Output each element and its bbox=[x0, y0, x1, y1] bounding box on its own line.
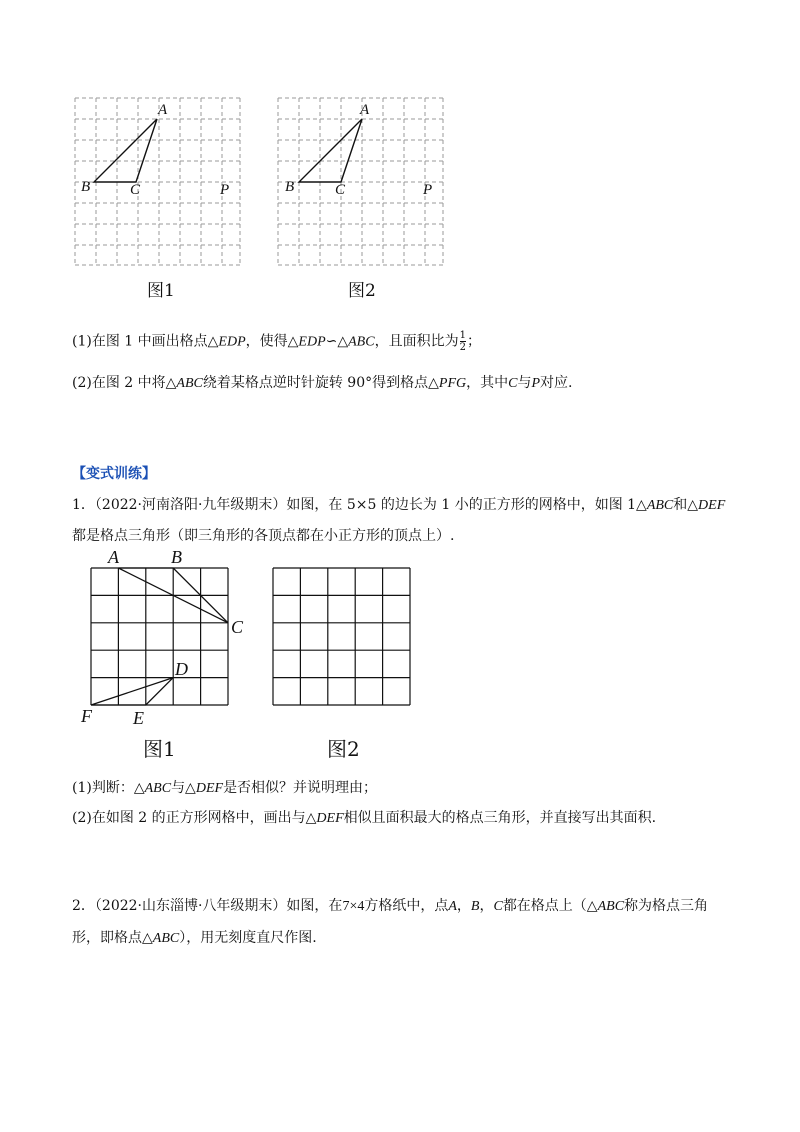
q2-text: (2)在图 2 中将△ bbox=[72, 375, 177, 391]
p1-text: 1．（2022·河南洛阳·九年级期末）如图，在 5×5 的边长为 1 小的正方形的网格中，如图 1△ bbox=[72, 497, 647, 513]
p2-var: ABC bbox=[597, 899, 625, 914]
p1-q1-text: (1)判断：△ bbox=[72, 780, 145, 796]
p2-text: ），用无刻度直尺作图. bbox=[179, 930, 317, 946]
p2-text: 形，即格点△ bbox=[72, 930, 153, 946]
q2-text: 绕着某格点逆时针旋转 90°得到格点△ bbox=[202, 375, 439, 391]
label-c: C bbox=[335, 182, 346, 198]
p2-text: 2．（2022·山东淄博·八年级期末）如图，在 bbox=[72, 898, 343, 914]
p1-text: 和△ bbox=[673, 497, 699, 513]
p1-q2-text: (2)在如图 2 的正方形网格中，画出与△ bbox=[72, 810, 317, 826]
problem-1-line-1 bbox=[72, 494, 725, 514]
q1-text: ∽△ bbox=[325, 333, 349, 350]
label-d: D bbox=[175, 659, 188, 679]
figure-2-caption: 图2 bbox=[348, 281, 376, 301]
label-p: P bbox=[220, 182, 230, 198]
p1-q1-text: 与△ bbox=[171, 780, 196, 796]
label-b: B bbox=[81, 179, 91, 195]
p1-q2-var: DEF bbox=[316, 811, 344, 826]
q1-text: ； bbox=[466, 333, 481, 350]
problem-1-figure-2-caption: 图2 bbox=[327, 737, 360, 761]
p1-q2-text: 相似且面积最大的格点三角形，并直接写出其面积. bbox=[343, 810, 657, 826]
label-c: C bbox=[231, 617, 244, 637]
p2-var: A bbox=[448, 899, 457, 914]
q2-var: P bbox=[531, 376, 541, 391]
p1-q1-var: DEF bbox=[195, 781, 224, 796]
q1-var: EDP bbox=[218, 334, 246, 350]
label-p: P bbox=[423, 182, 433, 198]
p2-text: ， bbox=[479, 898, 494, 914]
question-1 bbox=[72, 330, 481, 353]
q1-text: (1)在图 1 中画出格点△ bbox=[72, 333, 219, 350]
label-e: E bbox=[133, 708, 144, 728]
p2-text: 都在格点上（△ bbox=[502, 898, 598, 914]
q2-var: PFG bbox=[438, 376, 467, 391]
p1-q1-text: 是否相似？并说明理由； bbox=[223, 780, 378, 796]
problem-1-line-2: 都是格点三角形（即三角形的各顶点都在小正方形的顶点上）. bbox=[72, 528, 455, 544]
problem-1-figure-1 bbox=[75, 545, 255, 730]
p2-grid-size: 7×4 bbox=[342, 899, 365, 914]
triangle-def bbox=[91, 678, 173, 705]
figure-2-grid bbox=[275, 95, 450, 270]
problem-1-figure-1-caption: 图1 bbox=[143, 737, 176, 761]
p2-text: 称为格点三角 bbox=[624, 898, 709, 914]
fraction-one-half: $\frac{1}{2}$ bbox=[459, 330, 466, 353]
question-2 bbox=[72, 372, 572, 392]
label-f: F bbox=[81, 706, 92, 726]
p2-text: 方格纸中，点 bbox=[364, 898, 449, 914]
problem-2-line-1 bbox=[72, 895, 708, 915]
label-a: A bbox=[360, 102, 370, 118]
p2-var: B bbox=[470, 899, 480, 914]
problem-1-question-1 bbox=[72, 777, 377, 797]
figure-1-grid bbox=[70, 95, 245, 270]
q1-text: ，且面积比为 bbox=[374, 333, 459, 350]
q1-text: ，使得△ bbox=[245, 333, 299, 350]
q2-text: ，其中 bbox=[466, 375, 509, 391]
p2-var: C bbox=[493, 899, 503, 914]
label-b: B bbox=[171, 547, 182, 567]
q2-var: C bbox=[508, 376, 518, 391]
q2-text: 对应. bbox=[540, 375, 573, 391]
q1-var: ABC bbox=[348, 334, 375, 350]
p1-var: DEF bbox=[698, 498, 726, 513]
triangle-abc bbox=[299, 119, 362, 182]
label-c: C bbox=[130, 182, 141, 198]
label-a: A bbox=[158, 102, 168, 118]
q2-text: 与 bbox=[517, 375, 532, 391]
p1-var: ABC bbox=[646, 498, 674, 513]
section-title: 【变式训练】 bbox=[72, 466, 156, 482]
p1-q1-var: ABC bbox=[144, 781, 172, 796]
label-a: A bbox=[108, 547, 119, 567]
problem-1-question-2 bbox=[72, 807, 656, 827]
q1-var: EDP bbox=[298, 334, 326, 350]
q2-var: ABC bbox=[176, 376, 203, 391]
problem-2-line-2 bbox=[72, 927, 317, 947]
p2-text: ， bbox=[456, 898, 471, 914]
triangle-abc bbox=[94, 119, 157, 182]
figure-1-caption: 图1 bbox=[147, 281, 175, 301]
label-b: B bbox=[285, 179, 295, 195]
problem-1-figure-2 bbox=[270, 565, 415, 710]
p2-var: ABC bbox=[152, 931, 180, 946]
